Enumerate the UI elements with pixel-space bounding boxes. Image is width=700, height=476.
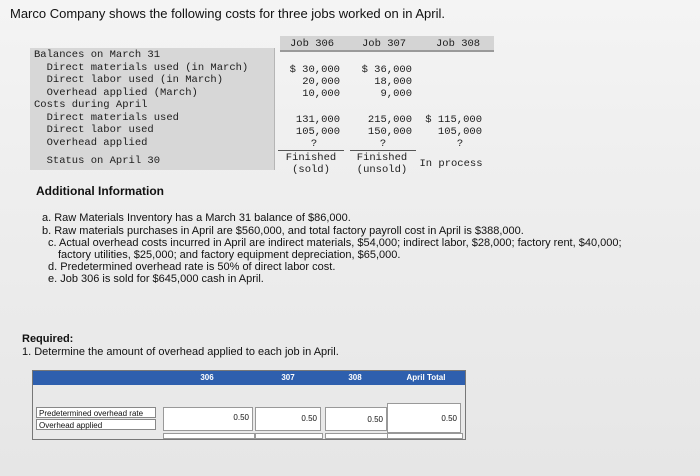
row-label-balances: Balances on March 31 xyxy=(34,49,161,61)
job306-dm-march: $ 30,000 xyxy=(289,64,340,76)
additional-item-a: a. Raw Materials Inventory has a March 31 balance of $86,000. xyxy=(42,212,351,224)
job306-status-note: (sold) xyxy=(292,164,330,176)
required-question: 1. Determine the amount of overhead applied to each job in April. xyxy=(22,346,339,358)
header-job-308: Job 308 xyxy=(436,38,481,50)
answer-header-april-total: April Total xyxy=(387,371,465,385)
required-title: Required: xyxy=(22,333,74,345)
job306-oh-march: 10,000 xyxy=(302,88,340,100)
job307-dm-april: 215,000 xyxy=(367,114,412,126)
row-label-dl-march: Direct labor used (in March) xyxy=(34,74,224,86)
job307-dl-march: 18,000 xyxy=(374,76,412,88)
additional-item-c-cont: factory utilities, $25,000; and factory equipment depreciation, $65,000. xyxy=(58,249,401,261)
answer-308-overhead-input[interactable] xyxy=(325,433,389,439)
row-label-dl-april: Direct labor used xyxy=(34,124,154,136)
answer-row-label-overhead: Overhead applied xyxy=(36,419,156,430)
answer-table xyxy=(32,370,466,440)
job307-oh-april: ? xyxy=(379,138,387,150)
job307-separator xyxy=(350,150,416,151)
row-label-costs-april: Costs during April xyxy=(34,99,148,111)
job308-dm-april: $ 115,000 xyxy=(425,114,482,126)
answer-total-rate-input[interactable]: 0.50 xyxy=(387,403,461,433)
answer-308-rate-input[interactable]: 0.50 xyxy=(325,407,387,431)
job307-status-note: (unsold) xyxy=(356,164,408,176)
additional-item-e: e. Job 306 is sold for $645,000 cash in April. xyxy=(48,273,264,285)
answer-307-rate-input[interactable]: 0.50 xyxy=(255,407,321,431)
job307-dl-april: 150,000 xyxy=(367,126,412,138)
job308-dl-april: 105,000 xyxy=(437,126,482,138)
intro-text: Marco Company shows the following costs for three jobs worked on in April. xyxy=(10,6,445,21)
job306-oh-april: ? xyxy=(310,138,318,150)
job306-dl-march: 20,000 xyxy=(302,76,340,88)
row-label-oh-april: Overhead applied xyxy=(34,137,148,149)
row-label-oh-march: Overhead applied (March) xyxy=(34,87,198,99)
answer-306-overhead-input[interactable] xyxy=(163,433,255,439)
answer-total-overhead-input[interactable] xyxy=(387,433,463,439)
row-label-dm-april: Direct materials used xyxy=(34,112,179,124)
answer-header-307: 307 xyxy=(253,371,323,385)
job306-dl-april: 105,000 xyxy=(295,126,340,138)
answer-307-overhead-input[interactable] xyxy=(255,433,323,439)
answer-header-blank xyxy=(33,371,161,385)
additional-item-c: c. Actual overhead costs incurred in April are indirect materials, $54,000; indirect labor, $28,000; factory rent, $40,000; xyxy=(48,237,622,249)
job308-status: In process xyxy=(419,158,483,170)
job307-dm-march: $ 36,000 xyxy=(361,64,412,76)
row-label-dm-march: Direct materials used (in March) xyxy=(34,62,249,74)
header-job-307: Job 307 xyxy=(362,38,407,50)
job307-status: Finished xyxy=(356,152,408,164)
answer-header-306: 306 xyxy=(161,371,253,385)
job307-oh-march: 9,000 xyxy=(380,88,412,100)
additional-item-b: b. Raw materials purchases in April are $560,000, and total factory payroll cost in April is $388,000. xyxy=(42,225,524,237)
job306-dm-april: 131,000 xyxy=(295,114,340,126)
answer-306-rate-input[interactable]: 0.50 xyxy=(163,407,253,431)
job308-oh-april: ? xyxy=(456,138,464,150)
answer-row-label-rate: Predetermined overhead rate xyxy=(36,407,156,418)
answer-header-308: 308 xyxy=(323,371,387,385)
additional-item-d: d. Predetermined overhead rate is 50% of direct labor cost. xyxy=(48,261,336,273)
header-job-306: Job 306 xyxy=(290,38,335,50)
job306-separator xyxy=(278,150,344,151)
job306-status: Finished xyxy=(285,152,337,164)
row-label-status: Status on April 30 xyxy=(34,155,161,167)
additional-info-title: Additional Information xyxy=(36,184,164,198)
